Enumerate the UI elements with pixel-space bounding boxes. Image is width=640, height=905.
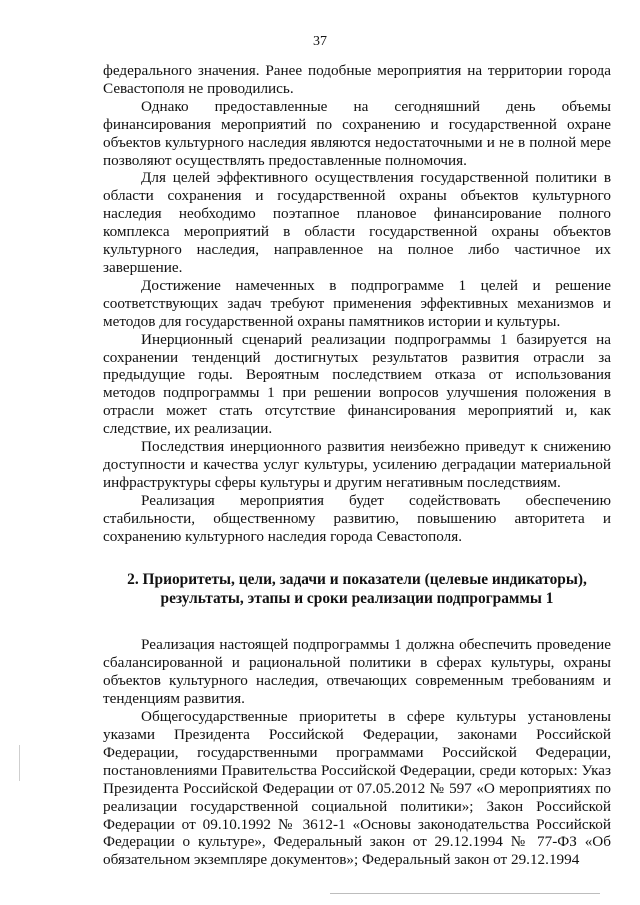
paragraph: Последствия инерционного развития неизбежно приведут к снижению доступности и качества услуг культуры, усилению деградации материальной инфраструктуры сферы культуры и другим негативным последствиям. — [103, 438, 611, 491]
scan-margin-mark — [19, 745, 20, 781]
paragraph: федерального значения. Ранее подобные мероприятия на территории города Севастополя не проводились. — [103, 62, 611, 97]
page-number: 37 — [313, 34, 327, 49]
paragraph: Реализация настоящей подпрограммы 1 должна обеспечить проведение сбалансированной и рациональной политики в сферах культуры, охраны объектов культурного наследия, отвечающих современным требованиям и тенденциям развития. — [103, 636, 611, 708]
section-heading-line: результаты, этапы и сроки реализации подпрограммы 1 — [160, 589, 554, 607]
section-heading-line: 2. Приоритеты, цели, задачи и показатели (целевые индикаторы), — [127, 571, 587, 589]
paragraph: Для целей эффективного осуществления государственной политики в области сохранения и государственной охраны объектов культурного наследия необходимо поэтапное плановое финансирование полного комплекса мероприятий в области государственной охраны объектов культурного наследия, направленное на полное либо частичное их завершение. — [103, 169, 611, 276]
paragraph: Инерционный сценарий реализации подпрограммы 1 базируется на сохранении тенденций достигнутых результатов развития отрасли за предыдущие годы. Вероятным последствием отказа от использования методов подпрограммы 1 при решении вопросов улучшения положения в отрасли может стать отсутствие финансирования мероприятий и, как следствие, их реализации. — [103, 330, 611, 438]
bottom-rule — [330, 893, 600, 894]
paragraph: Достижение намеченных в подпрограмме 1 целей и решение соответствующих задач требуют применения эффективных механизмов и методов для государственной охраны памятников истории и культуры. — [103, 276, 611, 330]
paragraph: Общегосударственные приоритеты в сфере культуры установлены указами Президента Российской Федерации, законами Российской Федерации, государственными программами Российской Федерации, постановлениями Правительства Российской Федерации, среди которых: Указ Президента Российской Федерации от 07.05.2012 № 597 «О мероприятиях по реализации государственной социальной политики»; Закон Российской Федерации от 09.10.1992 № 3612-1 «Основы законодательства Российской Федерации о культуре», Федеральный закон от 29.12.1994 № 77-ФЗ «Об обязательном экземпляре документов»; Федеральный закон от 29.12.1994 — [103, 708, 611, 869]
page-content — [103, 62, 611, 869]
section-heading — [103, 571, 611, 608]
paragraph: Реализация мероприятия будет содействовать обеспечению стабильности, общественному развитию, повышению авторитета и сохранению культурного наследия города Севастополя. — [103, 491, 611, 545]
paragraph: Однако предоставленные на сегодняшний день объемы финансирования мероприятий по сохранению и государственной охране объектов культурного наследия являются недостаточными и не в полной мере позволяют осуществлять предоставленные полномочия. — [103, 97, 611, 169]
